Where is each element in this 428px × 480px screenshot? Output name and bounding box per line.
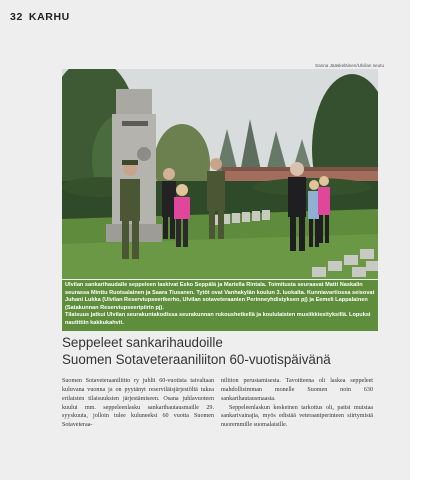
photo-credit: Sanna Jääskeläinen/Ulvilan seutu [315,63,384,68]
page-header [10,11,70,23]
article-photo [62,69,378,279]
paragraph: Suomen Sotaveteraaniliitto ry juhlii 60-vuotista taivaltaan kuluvana vuonna ja on pyytänyt reserviläisjärjestöltä tukea erilaisten tilaisuuksien järjestämiseen. Osana juhlavuoteen kuului mm. seppeleenlasku sankarihautausmaille 29. syyskuuta, jolloin tulee kuluneeksi 60 vuotta Suomen Sotaveteraa- [62,378,214,429]
paragraph: Seppeleenlaskun keskeinen tarkoitus oli, paitsi muistaa sankarivainajia, myös edistää veteraaniperinteen siirtymistä nuoremmille suomalaisille. [221,404,373,429]
article-title [62,335,392,368]
photo-caption [62,280,378,331]
page-number: 32 [10,11,23,23]
caption-text: Ulvilan sankarihaudalle seppeleen laskivat Esko Seppälä ja Mariella Rintala. Toimitusta seuraavat Matti Naskalin seurassa Minttu Ruotsalainen ja Saara Tiusanen. Tytöt ovat Vanhakylän koulun 3. luokalta. Kunniavartiossa seisovat Juhani Lukka (Ulvilan Reserviupseerikerho, Ulvilan sotaveteraanien Perinneyhdistyksen pj) ja Eemeli Lappalainen (Satakunnan Reserviupseeripiirin pj). [65,282,375,311]
article-title-line-1: Seppeleet sankarihaudoille [62,335,223,350]
caption-text-continued: Tilaisuus jatkui Ulvilan seurakuntakodissa seurakunnan rukoushetkellä ja koululaisten musiikkiesityksillä. Lopuksi nautittiin kakkukahvit. [65,312,371,326]
page-margin [410,0,428,480]
paragraph: niliiton perustamisesta. Tavoitteena oli laskea seppeleet mahdollisimman monelle Suomen noin 630 sankarihautausmaasta. [221,378,373,402]
article-title-line-2: Suomen Sotaveteraaniliiton 60-vuotispäivänä [62,351,331,367]
article-column-1 [62,377,214,430]
article-column-2 [221,377,373,430]
magazine-name: KARHU [28,11,70,23]
